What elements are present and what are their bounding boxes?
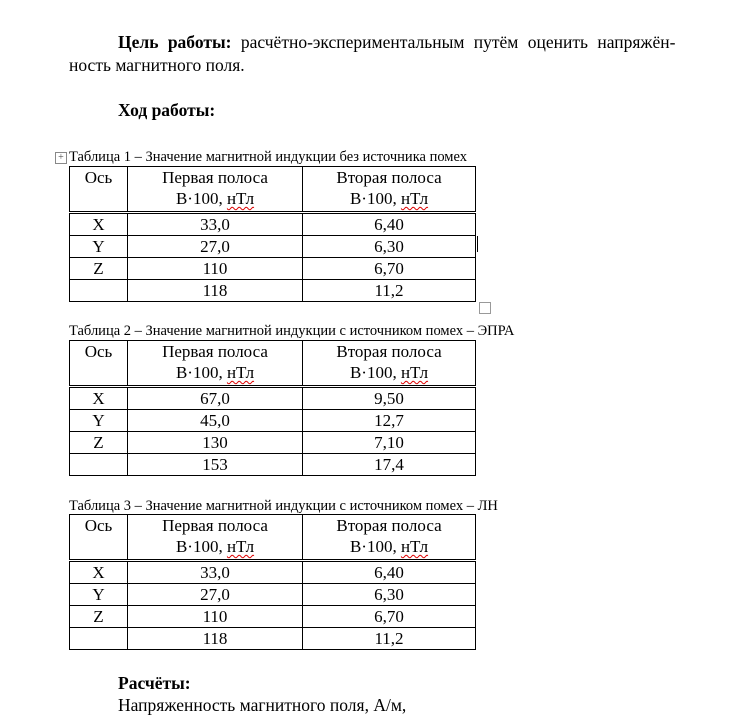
table-cell: [70, 280, 128, 302]
table-cell: 17,4: [303, 454, 476, 476]
table-row: [70, 432, 476, 454]
table-row: [70, 606, 476, 628]
header-band: Вторая полоса B·100, нТл: [303, 167, 476, 213]
table-cell: 6,70: [303, 606, 476, 628]
header-band: Вторая полоса B·100, нТл: [303, 515, 476, 561]
table-cell: Y: [70, 410, 128, 432]
table-header-row: [70, 167, 476, 213]
table-cell: 118: [128, 628, 303, 650]
table-cell: 12,7: [303, 410, 476, 432]
progress-heading: Ход работы:: [118, 100, 216, 120]
goal-line-2: ность магнитного поля.: [69, 55, 245, 75]
table-cell: 110: [128, 258, 303, 280]
table-cell: Z: [70, 606, 128, 628]
table-row: [70, 258, 476, 280]
table-move-handle-icon[interactable]: +: [55, 152, 67, 164]
table-cell: 153: [128, 454, 303, 476]
table-cell: X: [70, 387, 128, 410]
header-band: Вторая полоса B·100, нТл: [303, 341, 476, 387]
table-cell: 130: [128, 432, 303, 454]
table-cell: 27,0: [128, 584, 303, 606]
table-cell: 67,0: [128, 387, 303, 410]
table-cell: 33,0: [128, 213, 303, 236]
header-axis: Ось: [70, 515, 128, 561]
table-row: [70, 236, 476, 258]
table-caption: Таблица 2 – Значение магнитной индукции с источником помех – ЭПРА: [69, 323, 515, 339]
table-cell: Y: [70, 236, 128, 258]
table-cell: 6,40: [303, 213, 476, 236]
table-row: [70, 213, 476, 236]
table-cell: 6,70: [303, 258, 476, 280]
table-caption: Таблица 1 – Значение магнитной индукции без источника помех: [69, 149, 467, 165]
table-row: [70, 280, 476, 302]
table-cell: 6,40: [303, 561, 476, 584]
table-row: [70, 454, 476, 476]
table-cell: X: [70, 213, 128, 236]
data-table: [69, 514, 476, 650]
text-cursor: [477, 236, 478, 252]
header-band: Первая полоса B·100, нТл: [128, 167, 303, 213]
table-cell: Z: [70, 432, 128, 454]
table-cell: 6,30: [303, 236, 476, 258]
table-cell: X: [70, 561, 128, 584]
table-row: [70, 387, 476, 410]
table-cell: 6,30: [303, 584, 476, 606]
header-axis: Ось: [70, 167, 128, 213]
table-cell: [70, 454, 128, 476]
table-row: [70, 584, 476, 606]
table-row: [70, 628, 476, 650]
header-band: Первая полоса B·100, нТл: [128, 515, 303, 561]
table-caption: Таблица 3 – Значение магнитной индукции с источником помех – ЛН: [69, 498, 498, 514]
table-cell: 7,10: [303, 432, 476, 454]
goal-label: Цель работы:: [118, 32, 232, 52]
header-band: Первая полоса B·100, нТл: [128, 341, 303, 387]
table-cell: 118: [128, 280, 303, 302]
goal-line-1: [118, 32, 676, 53]
table-cell: 27,0: [128, 236, 303, 258]
table-header-row: [70, 341, 476, 387]
table-cell: Z: [70, 258, 128, 280]
calc-text: Напряженность магнитного поля, А/м,: [118, 695, 407, 715]
goal-text: расчётно-экспериментальным путём оценить напряжён-: [231, 32, 676, 52]
table-cell: 11,2: [303, 628, 476, 650]
table-header-row: [70, 515, 476, 561]
table-resize-handle[interactable]: [479, 302, 491, 314]
data-table: [69, 340, 476, 476]
header-axis: Ось: [70, 341, 128, 387]
table-cell: 9,50: [303, 387, 476, 410]
table-cell: 11,2: [303, 280, 476, 302]
table-row: [70, 561, 476, 584]
table-cell: 33,0: [128, 561, 303, 584]
table-cell: Y: [70, 584, 128, 606]
table-row: [70, 410, 476, 432]
table-cell: 45,0: [128, 410, 303, 432]
table-cell: [70, 628, 128, 650]
calc-heading: Расчёты:: [118, 673, 191, 693]
data-table: [69, 166, 476, 302]
table-cell: 110: [128, 606, 303, 628]
